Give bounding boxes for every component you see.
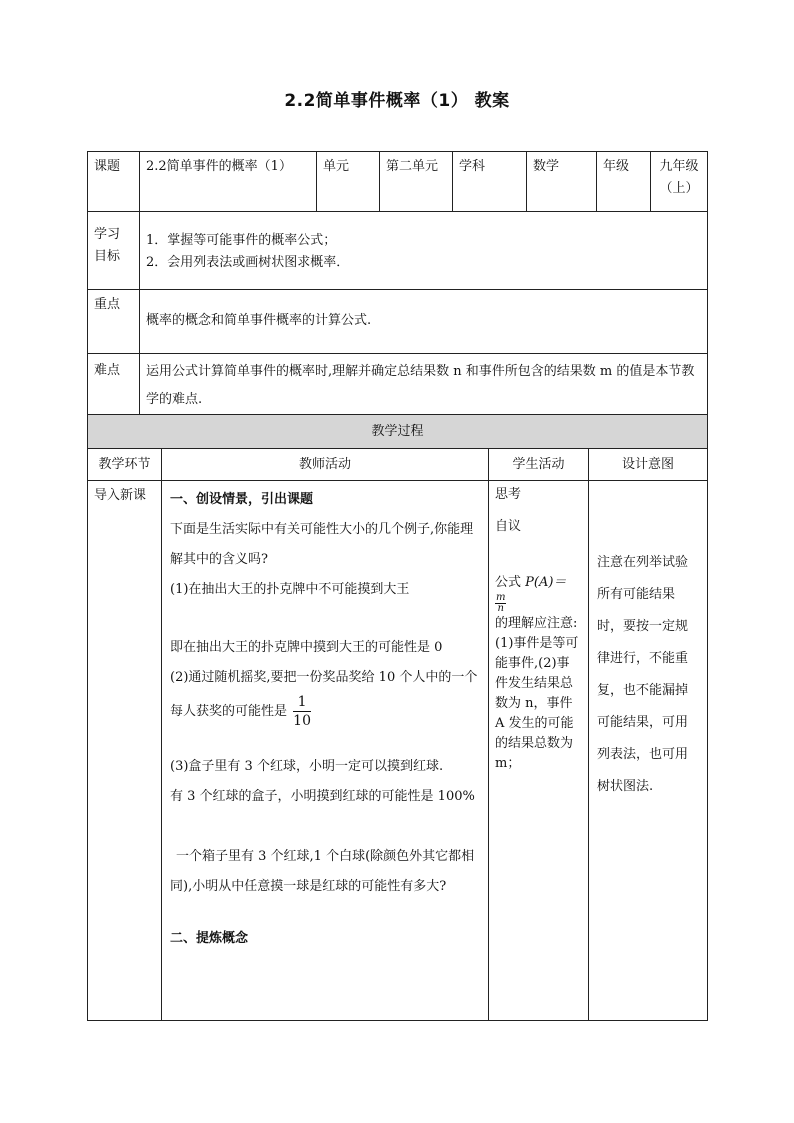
formula-line xyxy=(495,573,582,614)
difficulty-value: 运用公式计算简单事件的概率时,理解并确定总结果数 n 和事件所包含的结果数 m 的值是本节教学的难点. xyxy=(140,354,708,419)
process-header: 教学过程 xyxy=(88,415,708,449)
example-1-result: 即在抽出大王的扑克牌中摸到大王的可能性是 0 xyxy=(170,640,443,655)
formula-denominator: n xyxy=(497,603,504,614)
fraction-numerator: 1 xyxy=(293,693,311,712)
student-activity-cell xyxy=(489,481,589,1021)
question-text: 一个箱子里有 3 个红球,1 个白球(除颜色外其它都相同),小明从中任意摸一球是红球的可能性有多大? xyxy=(170,849,475,894)
grade-value xyxy=(651,152,708,212)
difficulty-label: 难点 xyxy=(88,354,140,419)
col-teacher-header: 教师活动 xyxy=(162,449,489,481)
formula-lhs: P(A)＝ xyxy=(525,575,567,590)
course-value: 2.2简单事件的概率（1） xyxy=(140,152,317,212)
grade-value-line1: 九年级 xyxy=(659,159,699,174)
unit-value: 第二单元 xyxy=(380,152,453,212)
goal-value xyxy=(140,212,708,290)
section-heading-2: 二、提炼概念 xyxy=(170,931,249,946)
stage-cell: 导入新课 xyxy=(88,481,162,1021)
goal-label xyxy=(88,212,140,290)
formula-explanation: 的理解应注意:(1)事件是等可能事件,(2)事件发生结果总数为 n，事件 A 发生的可能的结果总数为 m； xyxy=(495,616,579,771)
example-2-result-prefix: 每人获奖的可能性是 xyxy=(170,704,288,719)
document-title: 2.2简单事件概率（1） 教案 xyxy=(284,91,510,111)
formula-fraction xyxy=(495,593,506,614)
subject-label: 学科 xyxy=(453,152,527,212)
unit-label: 单元 xyxy=(317,152,380,212)
example-1: (1)在抽出大王的扑克牌中不可能摸到大王 xyxy=(170,582,410,597)
teaching-process-table xyxy=(87,414,708,1021)
grade-label: 年级 xyxy=(597,152,651,212)
example-3-result: 有 3 个红球的盒子，小明摸到红球的可能性是 100% xyxy=(170,789,475,804)
teacher-activity-cell xyxy=(162,481,489,1021)
formula-numerator: m xyxy=(496,592,506,603)
example-2: (2)通过随机摇奖,要把一份奖品奖给 10 个人中的一个 xyxy=(170,670,478,685)
student-think: 思考 xyxy=(495,487,522,502)
design-intent-cell: 注意在列举试验所有可能结果时，要按一定规律进行，不能重复，也不能漏掉可能结果，可用列表法，也可用树状图法. xyxy=(589,481,708,1021)
intro-text: 下面是生活实际中有关可能性大小的几个例子,你能理解其中的含义吗? xyxy=(170,522,474,567)
key-label: 重点 xyxy=(88,290,140,354)
col-stage-header: 教学环节 xyxy=(88,449,162,481)
course-label: 课题 xyxy=(88,152,140,212)
fraction-denominator: 10 xyxy=(293,713,311,729)
goal-item-2: 2．会用列表法或画树状图求概率． xyxy=(146,255,350,270)
probability-fraction xyxy=(293,693,311,730)
key-value: 概率的概念和简单事件概率的计算公式. xyxy=(140,290,708,354)
example-2-result xyxy=(170,693,480,730)
col-design-header: 设计意图 xyxy=(589,449,708,481)
goal-label-line1: 学习 xyxy=(94,227,121,242)
col-student-header: 学生活动 xyxy=(489,449,589,481)
grade-value-line2: （上） xyxy=(659,181,699,196)
lesson-info-table xyxy=(87,151,708,419)
formula-prefix: 公式 xyxy=(495,575,522,590)
subject-value: 数学 xyxy=(527,152,597,212)
example-3: (3)盒子里有 3 个红球，小明一定可以摸到红球. xyxy=(170,759,444,774)
goal-label-line2: 目标 xyxy=(94,249,121,264)
goal-item-1: 1．掌握等可能事件的概率公式； xyxy=(146,233,337,248)
section-heading-1: 一、创设情景，引出课题 xyxy=(170,492,314,507)
student-discuss: 自议 xyxy=(495,519,522,534)
